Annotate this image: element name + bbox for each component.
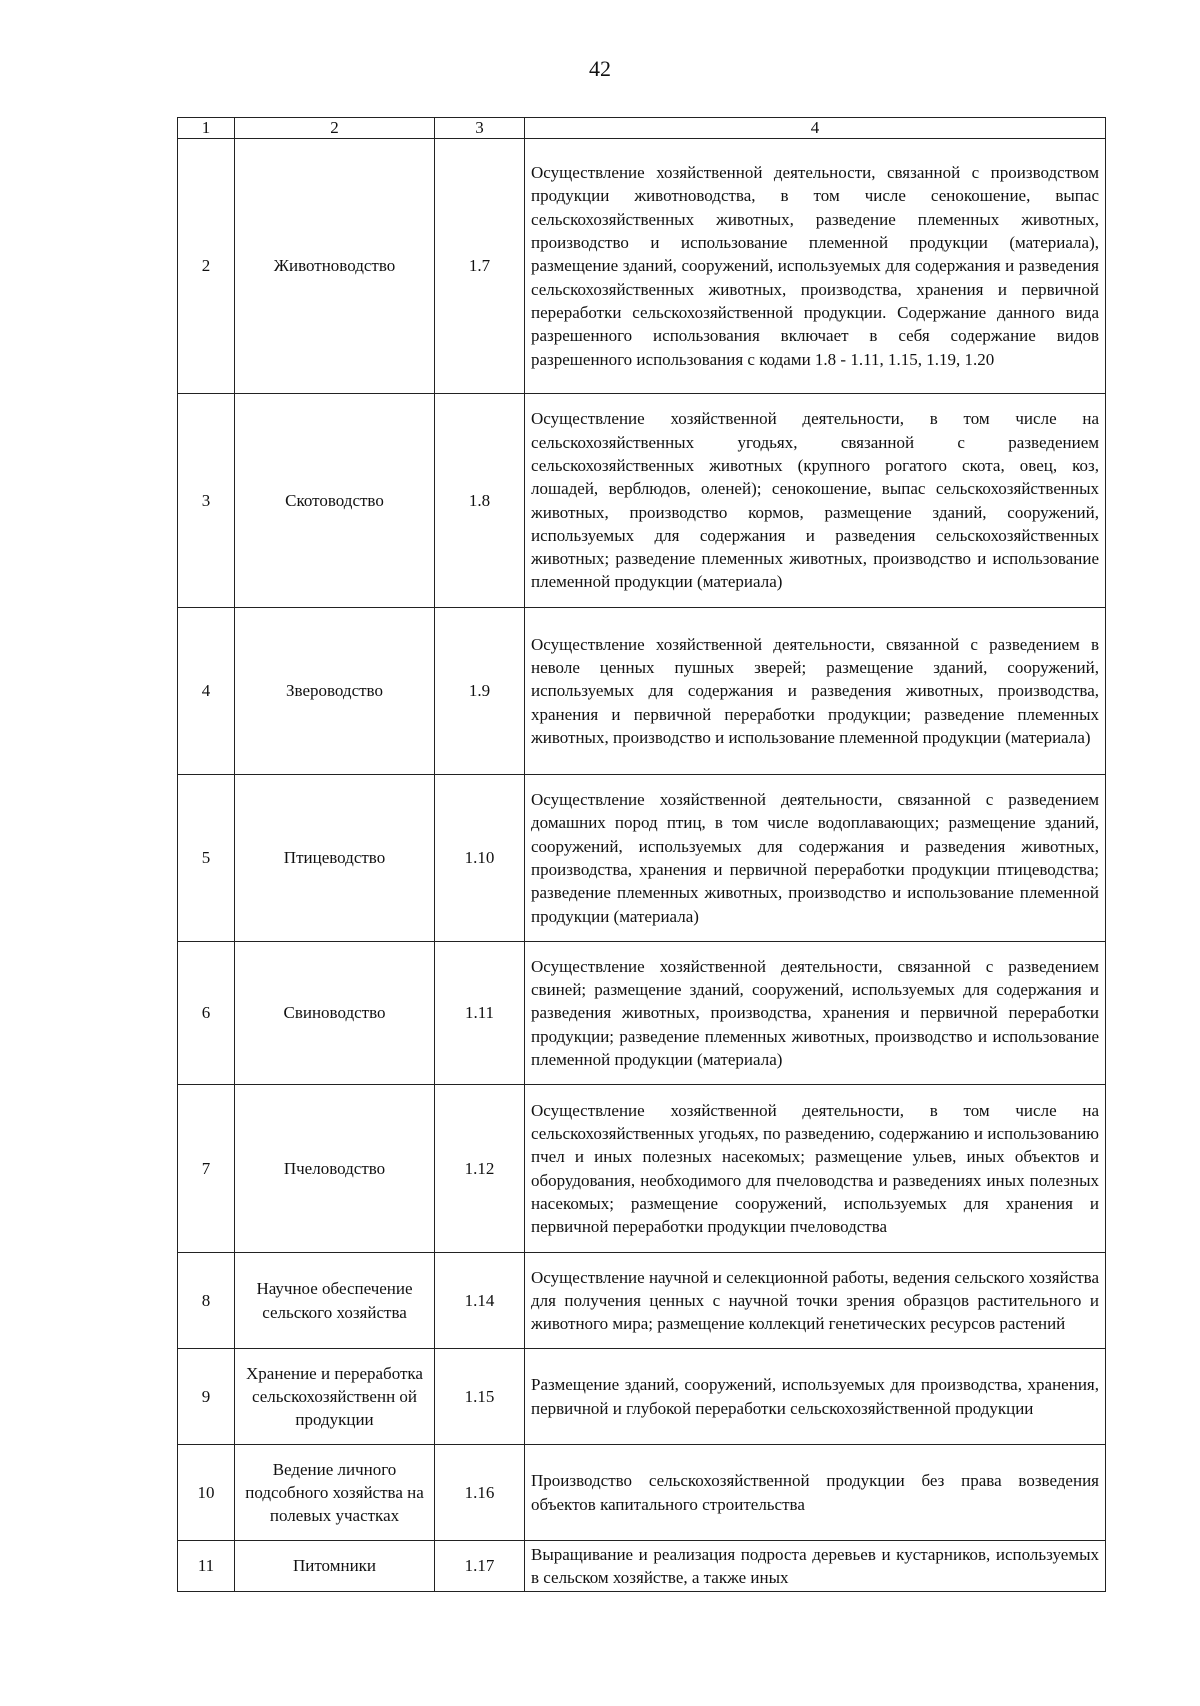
- column-header-4: 4: [525, 118, 1106, 139]
- land-use-name: Хранение и переработка сельскохозяйственн ой продукции: [235, 1349, 435, 1445]
- land-use-description: Осуществление научной и селекционной работы, ведения сельского хозяйства для получения ценных с научной точки зрения образцов растительного и животного мира; размещение коллекций генетических ресурсов растений: [525, 1253, 1106, 1349]
- row-number: 8: [178, 1253, 235, 1349]
- land-use-description: Осуществление хозяйственной деятельности, связанной с разведением в неволе ценных пушных зверей; размещение зданий, сооружений, используемых для содержания и разведения животных, производства, хранения и первичной переработки продукции; разведение племенных животных, производство и использование племенной продукции (материала): [525, 608, 1106, 775]
- column-header-1: 1: [178, 118, 235, 139]
- land-use-description: Осуществление хозяйственной деятельности, связанной с разведением домашних пород птиц, в том числе водоплавающих; размещение зданий, сооружений, используемых для содержания и разведения животных, производства, хранения и первичной переработки продукции птицеводства; разведение племенных животных, производство и использование племенной продукции (материала): [525, 775, 1106, 942]
- land-use-name: Животноводство: [235, 139, 435, 394]
- land-use-code: 1.8: [435, 394, 525, 608]
- table-row: [178, 1085, 1106, 1253]
- land-use-name: Научное обеспечение сельского хозяйства: [235, 1253, 435, 1349]
- row-number: 3: [178, 394, 235, 608]
- land-use-table: [177, 117, 1106, 1592]
- land-use-name: Звероводство: [235, 608, 435, 775]
- table-row: [178, 942, 1106, 1085]
- land-use-description: Осуществление хозяйственной деятельности, связанной с разведением свиней; размещение зданий, сооружений, используемых для содержания и разведения животных, производства, хранения и первичной переработки продукции; разведение племенных животных, производство и использование племенной продукции (материала): [525, 942, 1106, 1085]
- land-use-description: Осуществление хозяйственной деятельности, в том числе на сельскохозяйственных угодьях, по разведению, содержанию и использованию пчел и иных полезных насекомых; размещение ульев, иных объектов и оборудования, необходимого для пчеловодства и разведениях иных полезных насекомых; размещение сооружений, используемых для хранения и первичной переработки продукции пчеловодства: [525, 1085, 1106, 1253]
- land-use-code: 1.9: [435, 608, 525, 775]
- table-row: [178, 1349, 1106, 1445]
- row-number: 10: [178, 1445, 235, 1541]
- row-number: 5: [178, 775, 235, 942]
- land-use-name: Ведение личного подсобного хозяйства на полевых участках: [235, 1445, 435, 1541]
- table-row: [178, 394, 1106, 608]
- table-header-row: [178, 118, 1106, 139]
- land-use-code: 1.7: [435, 139, 525, 394]
- land-use-name: Пчеловодство: [235, 1085, 435, 1253]
- table-row: [178, 608, 1106, 775]
- row-number: 4: [178, 608, 235, 775]
- land-use-code: 1.12: [435, 1085, 525, 1253]
- land-use-description: Производство сельскохозяйственной продукции без права возведения объектов капитального строительства: [525, 1445, 1106, 1541]
- land-use-description: Выращивание и реализация подроста деревьев и кустарников, используемых в сельском хозяйстве, а также иных: [525, 1541, 1106, 1592]
- row-number: 11: [178, 1541, 235, 1592]
- land-use-name: Свиноводство: [235, 942, 435, 1085]
- land-use-description: Размещение зданий, сооружений, используемых для производства, хранения, первичной и глубокой переработки сельскохозяйственной продукции: [525, 1349, 1106, 1445]
- land-use-name: Птицеводство: [235, 775, 435, 942]
- page-number: 42: [589, 56, 611, 81]
- land-use-description: Осуществление хозяйственной деятельности, в том числе на сельскохозяйственных угодьях, связанной с разведением сельскохозяйственных животных (крупного рогатого скота, овец, коз, лошадей, верблюдов, оленей); сенокошение, выпас сельскохозяйственных животных, производство кормов, размещение зданий, сооружений, используемых для содержания и разведения сельскохозяйственных животных; разведение племенных животных, производство и использование племенной продукции (материала): [525, 394, 1106, 608]
- table-row: [178, 1445, 1106, 1541]
- row-number: 9: [178, 1349, 235, 1445]
- land-use-name: Скотоводство: [235, 394, 435, 608]
- land-use-description: Осуществление хозяйственной деятельности, связанной с производством продукции животноводства, в том числе сенокошение, выпас сельскохозяйственных животных, разведение племенных животных, производство и использование племенной продукции (материала), размещение зданий, сооружений, используемых для содержания и разведения сельскохозяйственных животных, производства, хранения и первичной переработки сельскохозяйственной продукции. Содержание данного вида разрешенного использования включает в себя содержание видов разрешенного использования с кодами 1.8 - 1.11, 1.15, 1.19, 1.20: [525, 139, 1106, 394]
- column-header-3: 3: [435, 118, 525, 139]
- land-use-code: 1.17: [435, 1541, 525, 1592]
- row-number: 7: [178, 1085, 235, 1253]
- table-row: [178, 1253, 1106, 1349]
- table-row: [178, 775, 1106, 942]
- row-number: 2: [178, 139, 235, 394]
- row-number: 6: [178, 942, 235, 1085]
- land-use-code: 1.11: [435, 942, 525, 1085]
- land-use-code: 1.15: [435, 1349, 525, 1445]
- column-header-2: 2: [235, 118, 435, 139]
- table-row: [178, 1541, 1106, 1592]
- land-use-code: 1.10: [435, 775, 525, 942]
- land-use-name: Питомники: [235, 1541, 435, 1592]
- land-use-code: 1.16: [435, 1445, 525, 1541]
- land-use-code: 1.14: [435, 1253, 525, 1349]
- table-row: [178, 139, 1106, 394]
